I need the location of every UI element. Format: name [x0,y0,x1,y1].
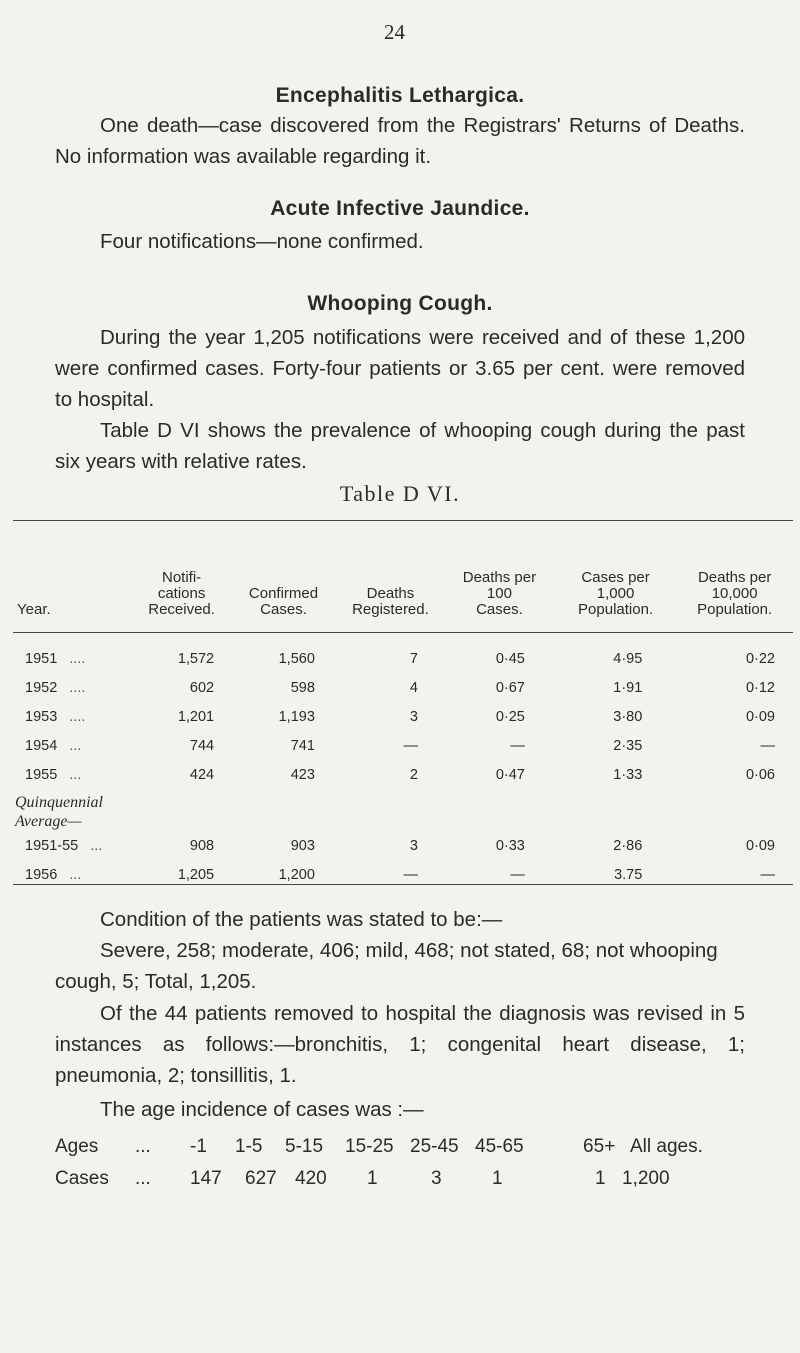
cell-deaths: 7 [409,650,418,667]
ages-label: Ages [55,1136,99,1157]
age-group: 65+ [583,1136,616,1157]
cell-confirmed: 1,200 [278,866,315,883]
cell-cp1000: 1·91 [613,679,643,696]
encephalitis-heading: Encephalitis Lethargica. [275,84,525,107]
year-cell: 1954 ... [25,737,82,754]
condition-details: Severe, 258; moderate, 406; mild, 468; not stated, 68; not whooping cough, 5; Total, 1,205. [55,939,718,993]
table-header-row [15,536,793,632]
age-group: 25-45 [410,1136,459,1157]
header-deaths-per-100: Deaths per 100 Cases. [462,569,537,618]
age-group: -1 [190,1136,207,1157]
cell-notified: 908 [189,837,215,854]
header-cases-per-1000: Cases per 1,000 Population. [578,569,654,618]
case-count: 1 [367,1168,378,1189]
age-group: 15-25 [345,1136,394,1157]
cell-notified: 744 [189,737,215,754]
age-group: 1-5 [235,1136,263,1157]
cases-dots: ... [135,1168,151,1189]
case-count: 1,200 [622,1168,670,1189]
cell-deaths: 4 [409,679,418,696]
ages-dots: ... [135,1136,151,1157]
cell-confirmed: 1,560 [278,650,315,667]
cell-notified: 424 [189,766,215,783]
cell-dp100: 0·33 [495,837,525,854]
header-deaths-per-10000: Deaths per 10,000 Population. [697,569,773,618]
cell-confirmed: 903 [290,837,315,854]
cell-dp10000: 0·09 [745,708,775,725]
year-cell: 1952 .... [25,679,86,696]
cell-notified: 602 [189,679,215,696]
condition-intro: Condition of the patients was stated to be:— [100,908,503,931]
case-count: 3 [431,1168,442,1189]
quinquennial-average-label: Quinquennial Average— [15,794,103,830]
cell-cp1000: 2·35 [613,737,643,754]
case-count: 420 [295,1168,327,1189]
cell-confirmed: 1,193 [278,708,315,725]
hospital-revision-text: Of the 44 patients removed to hospital the diagnosis was revised in 5 instances as follows:—bronchitis, 1; congenital heart disease, 1; pneumonia, 2; tonsillitis, 1. [55,1002,745,1087]
case-count: 1 [492,1168,503,1189]
year-cell: 1951-55 ... [25,837,103,854]
age-group: 5-15 [285,1136,324,1157]
case-count: 627 [245,1168,277,1189]
table-row [15,731,793,760]
cell-notified: 1,572 [177,650,215,667]
cell-dp10000: 0·09 [745,837,775,854]
year-cell: 1951 .... [25,650,86,667]
age-group: All ages. [630,1136,703,1157]
table-row [15,673,793,702]
cell-notified: 1,205 [177,866,215,883]
whooping-cough-table [15,536,793,889]
cell-dp100: 0·67 [495,679,525,696]
cell-confirmed: 741 [290,737,315,754]
whooping-para-2: Table D VI shows the prevalence of whooping cough during the past six years with relative rates. [55,419,745,473]
header-deaths: Deaths Registered. [352,585,429,618]
table-row [15,644,793,673]
header-year: Year. [17,601,51,618]
whooping-heading: Whooping Cough. [307,292,493,315]
cell-deaths: 2 [409,766,418,783]
table-row [15,831,793,860]
cell-confirmed: 598 [290,679,315,696]
cell-cp1000: 3·80 [613,708,643,725]
cases-label: Cases [55,1168,109,1189]
jaundice-heading: Acute Infective Jaundice. [270,197,530,220]
header-confirmed: Confirmed Cases. [248,585,319,618]
cell-dp10000: 0·06 [745,766,775,783]
age-incidence-intro: The age incidence of cases was :— [100,1098,424,1121]
case-count: 1 [595,1168,606,1189]
case-count: 147 [190,1168,222,1189]
cell-dp100: 0·45 [495,650,525,667]
page-number: 24 [384,20,405,44]
table-row [15,702,793,731]
table-title: Table D VI. [339,481,461,506]
table-top-rule [13,520,793,521]
cell-deaths: — [403,737,418,754]
cell-dp10000: — [760,737,775,754]
table-row [15,760,793,789]
encephalitis-text: One death—case discovered from the Registrars' Returns of Deaths. No information was available regarding it. [55,114,745,168]
cell-dp100: — [510,866,525,883]
cell-cp1000: 1·33 [613,766,643,783]
table-body [15,632,793,889]
cell-dp100: 0·47 [495,766,525,783]
table-row [15,860,793,889]
cell-dp100: 0·25 [495,708,525,725]
year-cell: 1956 ... [25,866,82,883]
cell-cp1000: 2·86 [613,837,643,854]
cell-dp10000: 0·22 [745,650,775,667]
cell-deaths: 3 [409,837,418,854]
cell-deaths: — [403,866,418,883]
cell-cp1000: 4·95 [613,650,643,667]
cell-dp10000: — [760,866,775,883]
header-notifications: Notifi- cations Received. [148,569,215,618]
year-cell: 1955 ... [25,766,82,783]
cell-confirmed: 423 [290,766,315,783]
cell-cp1000: 3.75 [614,866,643,883]
cell-deaths: 3 [409,708,418,725]
age-group: 45-65 [475,1136,524,1157]
cell-dp100: — [510,737,525,754]
cell-notified: 1,201 [177,708,215,725]
year-cell: 1953 .... [25,708,86,725]
cell-dp10000: 0·12 [745,679,775,696]
whooping-para-1: During the year 1,205 notifications were received and of these 1,200 were confirmed cases. Forty-four patients or 3.65 per cent. were removed to hospital. [55,326,745,411]
average-label-row [15,789,793,831]
jaundice-text: Four notifications—none confirmed. [100,230,424,253]
